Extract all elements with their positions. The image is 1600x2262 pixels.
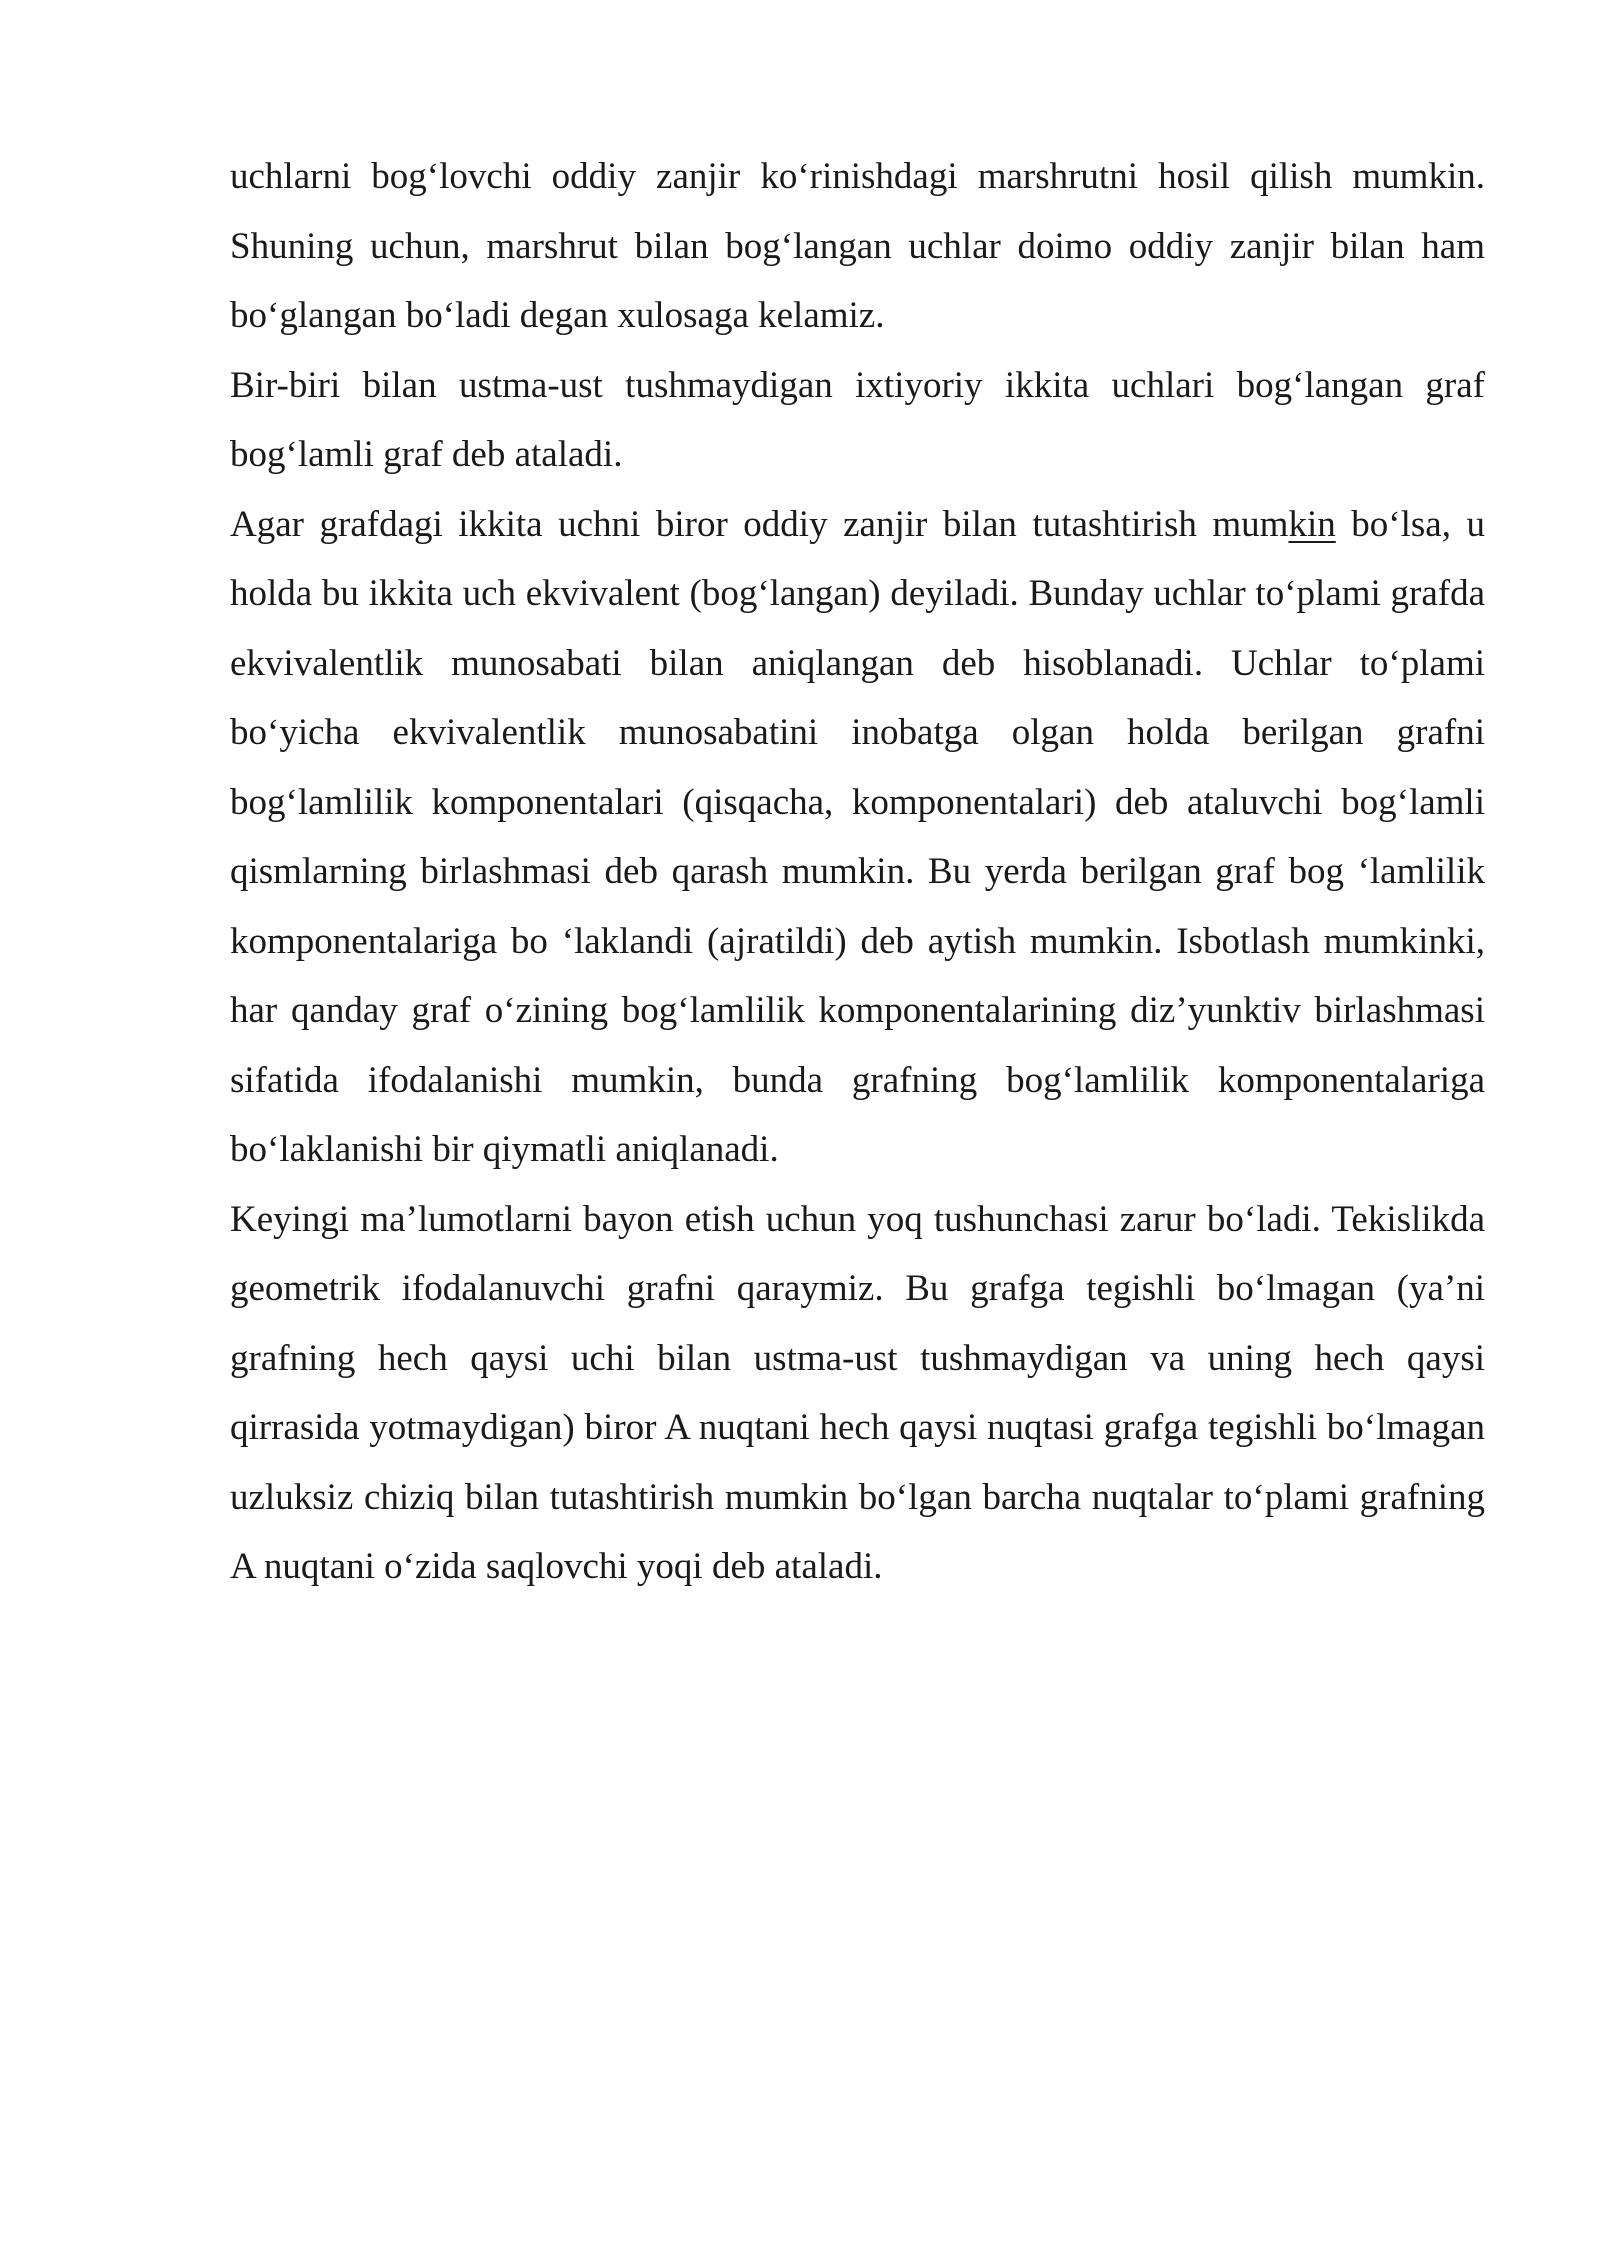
paragraph-3-rest: bo‘lsa, u holda bu ikkita uch ekvivalent (bog‘langan) deyiladi. Bunday uchlar to‘plami grafda ekvivalentlik munosabati bilan aniqlangan deb hisoblanadi. Uchlar to‘plami bo‘yicha ekvivalentlik munosabatini inobatga olgan holda berilgan grafni bog‘lamlilik komponentalari (qisqacha, komponentalari) deb ataluvchi bog‘lamli qismlarning birlashmasi deb qarash mumkin. Bu yerda berilgan graf bog ‘lamlilik komponentalariga bo ‘laklandi (ajratildi) deb aytish mumkin. Isbotlash mumkinki, har qanday graf o‘zining bog‘lamlilik komponentalarining diz’yunktiv birlashmasi sifatida ifodalanishi mumkin, bunda grafning bog‘lamlilik komponentalariga bo‘laklanishi bir qiymatli aniqlanadi. xyxy=(230,503,1485,1170)
paragraph-1: uchlarni bog‘lovchi oddiy zanjir ko‘rinishdagi marshrutni hosil qilish mumkin. Shuning uchun, marshrut bilan bog‘langan uchlar doimo oddiy zanjir bilan ham bo‘glangan bo‘ladi degan xulosaga kelamiz. xyxy=(230,156,1485,336)
paragraph-2: Bir-biri bilan ustma-ust tushmaydigan ixtiyoriy ikkita uchlari bog‘langan graf bog‘lamli graf deb ataladi. xyxy=(230,364,1485,475)
underlined-fragment: kin xyxy=(1288,503,1336,545)
paragraph-3 xyxy=(230,490,1485,1185)
paragraph-4: Keyingi ma’lumotlarni bayon etish uchun yoq tushunchasi zarur bo‘ladi. Tekislikda geometrik ifodalanuvchi grafni qaraymiz. Bu grafga tegishli bo‘lmagan (ya’ni grafning hech qaysi uchi bilan ustma-ust tushmaydigan va uning hech qaysi qirrasida yotmaydigan) biror A nuqtani hech qaysi nuqtasi grafga tegishli bo‘lmagan uzluksiz chiziq bilan tutashtirish mumkin bo‘lgan barcha nuqtalar to‘plami grafning A nuqtani o‘zida saqlovchi yoqi deb ataladi. xyxy=(230,1198,1485,1587)
body-text xyxy=(230,142,1485,1602)
paragraph-3-start: Agar grafdagi ikkita uchni biror oddiy zanjir bilan tutashtirish mum xyxy=(230,503,1289,545)
